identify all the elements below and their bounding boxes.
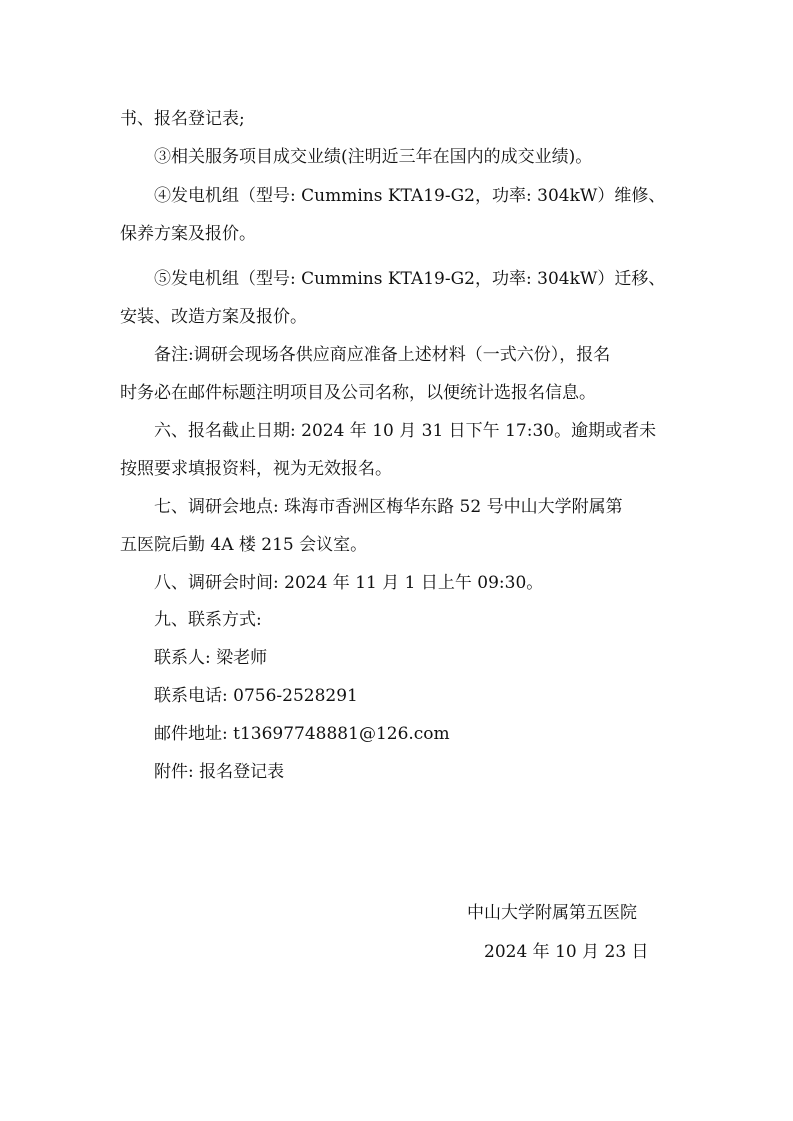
paragraph-generator-maintenance-cont: 保养方案及报价。 xyxy=(120,224,256,244)
contact-email: 邮件地址: t13697748881@126.com xyxy=(154,724,450,744)
signature-organization: 中山大学附属第五医院 xyxy=(467,903,637,923)
paragraph-meeting-time: 八、调研会时间: 2024 年 11 月 1 日上午 09:30。 xyxy=(154,573,544,593)
paragraph-generator-relocation: ⑤发电机组（型号: Cummins KTA19-G2，功率: 304kW）迁移、 xyxy=(154,269,666,289)
paragraph-deadline: 六、报名截止日期: 2024 年 10 月 31 日下午 17:30。逾期或者未 xyxy=(154,421,657,441)
paragraph-remark-cont: 时务必在邮件标题注明项目及公司名称，以便统计选报名信息。 xyxy=(120,383,596,403)
contact-person: 联系人: 梁老师 xyxy=(154,648,268,668)
attachment-note: 附件: 报名登记表 xyxy=(154,762,285,782)
paragraph-generator-maintenance: ④发电机组（型号: Cummins KTA19-G2，功率: 304kW）维修、 xyxy=(154,186,666,206)
signature-date: 2024 年 10 月 23 日 xyxy=(484,942,649,962)
paragraph-generator-relocation-cont: 安装、改造方案及报价。 xyxy=(120,307,307,327)
paragraph-registration-form-tail: 书、报名登记表; xyxy=(120,109,245,129)
paragraph-contact-heading: 九、联系方式: xyxy=(154,610,262,630)
paragraph-performance-record: ③相关服务项目成交业绩(注明近三年在国内的成交业绩)。 xyxy=(154,147,593,167)
paragraph-remark: 备注:调研会现场各供应商应准备上述材料（一式六份），报名 xyxy=(154,345,611,365)
paragraph-deadline-cont: 按照要求填报资料，视为无效报名。 xyxy=(120,459,392,479)
paragraph-meeting-location: 七、调研会地点: 珠海市香洲区梅华东路 52 号中山大学附属第 xyxy=(154,497,623,517)
paragraph-meeting-location-cont: 五医院后勤 4A 楼 215 会议室。 xyxy=(120,535,368,555)
contact-phone: 联系电话: 0756-2528291 xyxy=(154,686,358,706)
